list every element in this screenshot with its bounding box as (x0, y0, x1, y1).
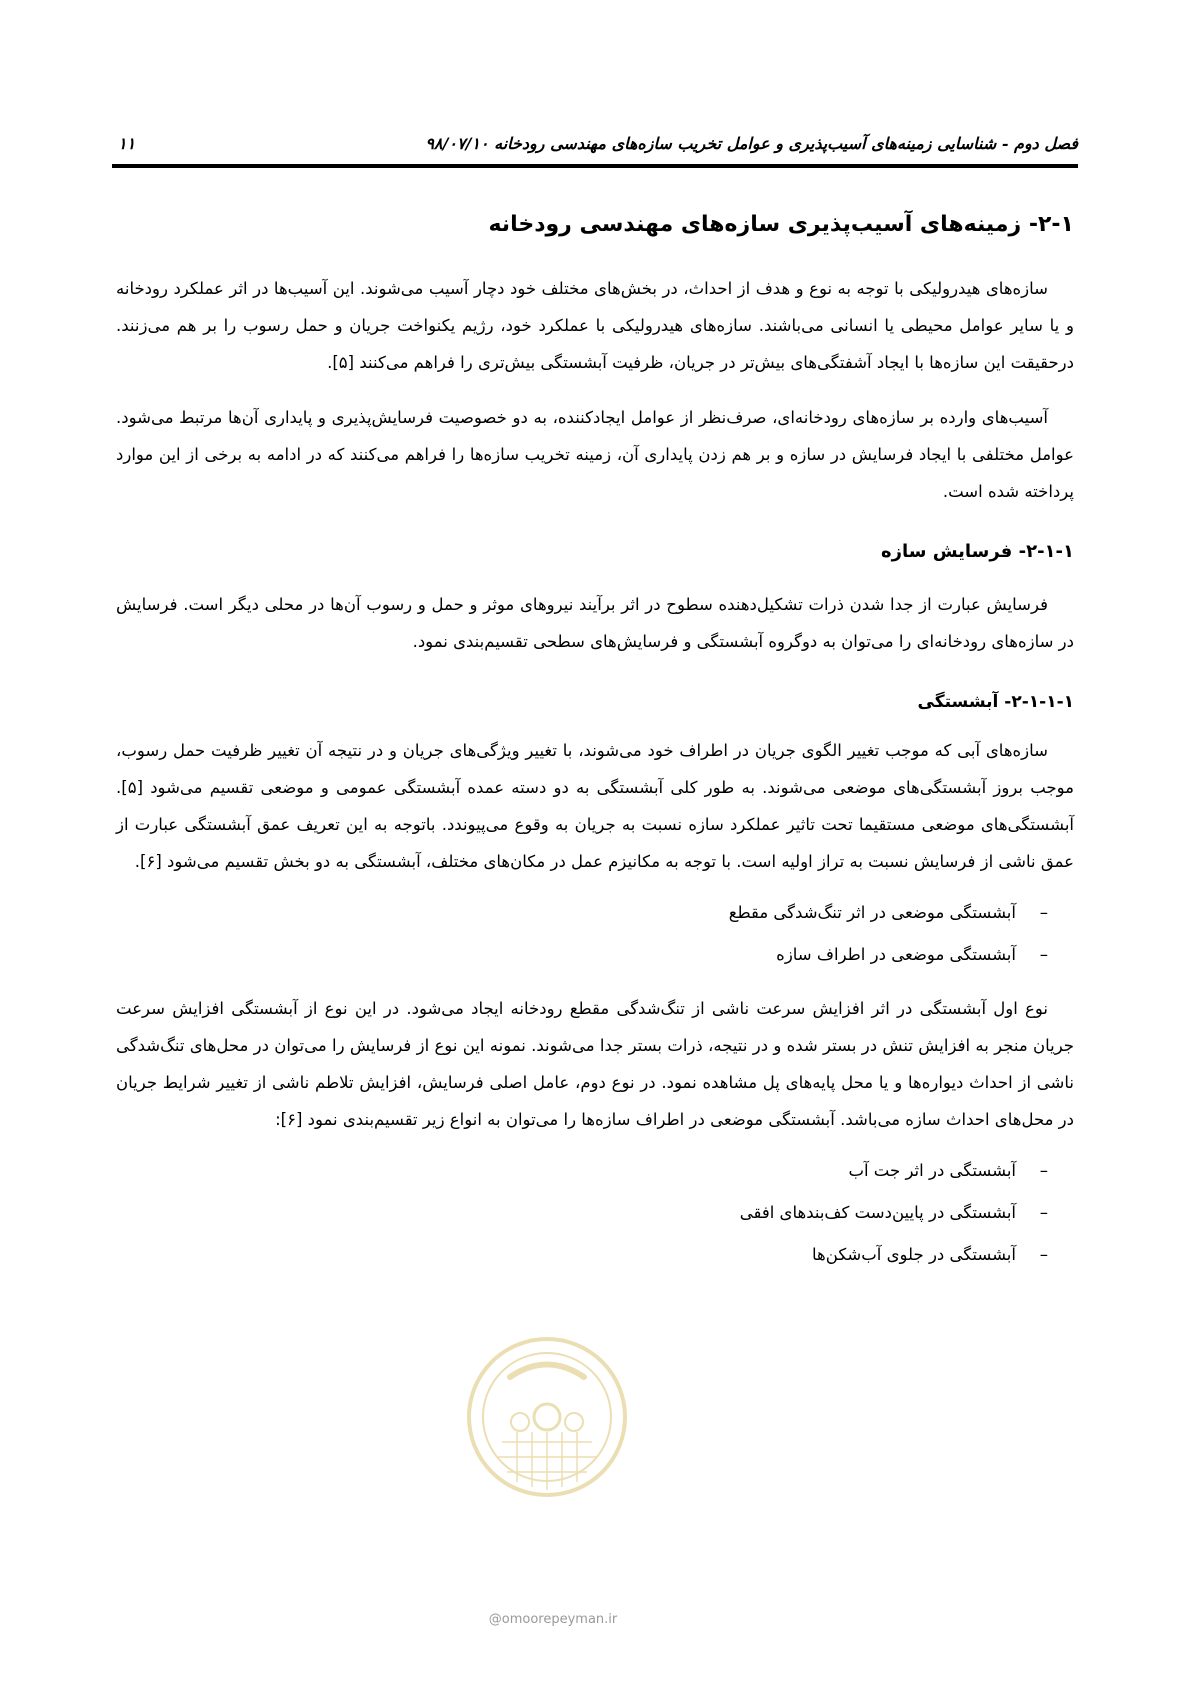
section-heading: ۲-۱- زمینه‌های آسیب‌پذیری سازه‌های مهندسی رودخانه (488, 212, 1074, 237)
list-item: –آبشستگی موضعی در اطراف سازه (116, 934, 1048, 976)
scour-types-list (116, 892, 1074, 976)
dash-marker: – (1039, 1245, 1048, 1264)
scour-paragraph-2: نوع اول آبشستگی در اثر افزایش سرعت ناشی از تنگ‌شدگی مقطع رودخانه ایجاد می‌شود. در این نوع از آبشستگی افزایش سرعت جریان منجر به افزایش تنش در بستر شده و در نتیجه، ذرات بستر جدا می‌شوند. نمونه این نوع از فرسایش را می‌توان در محل‌های تنگ‌شدگی ناشی از احداث دیواره‌ها و یا محل پایه‌های پل مشاهده نمود. در نوع دوم، عامل اصلی فرسایش، افزایش تلاطم ناشی از تغییر شرایط جریان در محل‌های احداث سازه می‌باشد. آبشستگی موضعی در اطراف سازه‌ها را می‌توان به انواع زیر تقسیم‌بندی نمود [۶]: (116, 999, 1074, 1129)
dash-marker: – (1039, 1203, 1048, 1222)
list-item: –آبشستگی در جلوی آب‌شکن‌ها (116, 1234, 1048, 1276)
list-item: –آبشستگی در اثر جت آب (116, 1150, 1048, 1192)
dash-marker: – (1039, 945, 1048, 964)
subsection-paragraph: فرسایش عبارت از جدا شدن ذرات تشکیل‌دهنده سطوح در اثر برآیند نیروهای موثر و حمل و رسوب آن‌ها در محلی دیگر است. فرسایش در سازه‌های رودخانه‌ای را می‌توان به دوگروه آبشستگی و فرسایش‌های سطحی تقسیم‌بندی نمود. (116, 595, 1074, 651)
watermark-logo-icon (462, 1322, 632, 1522)
dash-marker: – (1039, 903, 1048, 922)
subsubsection-heading: ۲-۱-۱-۱- آبشستگی (917, 692, 1074, 712)
header-title: فصل دوم - شناسایی زمینه‌های آسیب‌پذیری و عوامل تخریب سازه‌های مهندسی رودخانه ۹۸/۰۷/۱۰ (425, 134, 1078, 153)
section-paragraph-1: سازه‌های هیدرولیکی با توجه به نوع و هدف از احداث، در بخش‌های مختلف خود دچار آسیب می‌شوند. این آسیب‌ها در اثر عملکرد رودخانه و یا سایر عوامل محیطی یا انسانی می‌باشند. سازه‌های هیدرولیکی با عملکرد خود، رژیم یکنواخت جریان و حمل رسوب را بر هم می‌زنند. درحقیقت این سازه‌ها با ایجاد آشفتگی‌های بیش‌تر در جریان، ظرفیت آبشستگی بیش‌تری را فراهم می‌کنند [۵]. (116, 279, 1074, 372)
scour-paragraph-1: سازه‌های آبی که موجب تغییر الگوی جریان در اطراف خود می‌شوند، با تغییر ویژگی‌های جریان و در نتیجه آن تغییر ظرفیت حمل رسوب، موجب بروز آبشستگی‌های موضعی می‌شوند. به طور کلی آبشستگی به دو دسته عمده آبشستگی عمومی و موضعی تقسیم می‌شود [۵]. آبشستگی‌های موضعی مستقیما تحت تاثیر عملکرد سازه نسبت به جریان به وقوع می‌پیوندد. باتوجه به این تعریف عمق آبشستگی عبارت از عمق ناشی از فرسایش نسبت به تراز اولیه است. با توجه به مکانیزم عمل در مکان‌های مختلف، آبشستگی به دو بخش تقسیم می‌شود [۶]. (116, 741, 1074, 871)
page-content (116, 210, 1074, 1290)
subsection-heading: ۲-۱-۱- فرسایش سازه (880, 541, 1074, 562)
local-scour-list (116, 1150, 1074, 1276)
page-header (112, 124, 1078, 168)
section-paragraph-2: آسیب‌های وارده بر سازه‌های رودخانه‌ای، صرف‌نظر از عوامل ایجادکننده، به دو خصوصیت فرسایش‌پذیری و پایداری آن‌ها مرتبط می‌شود. عوامل مختلفی با ایجاد فرسایش در سازه و بر هم زدن پایداری آن، زمینه تخریب سازه‌ها را فراهم می‌کنند که در ادامه به برخی از این موارد پرداخته شده است. (116, 408, 1074, 501)
list-item: –آبشستگی در پایین‌دست کف‌بندهای افقی (116, 1192, 1048, 1234)
watermark-site: @omoorepeyman.ir (488, 1612, 618, 1627)
list-item: –آبشستگی موضعی در اثر تنگ‌شدگی مقطع (116, 892, 1048, 934)
dash-marker: – (1039, 1161, 1048, 1180)
page-number: ۱۱ (118, 134, 136, 153)
